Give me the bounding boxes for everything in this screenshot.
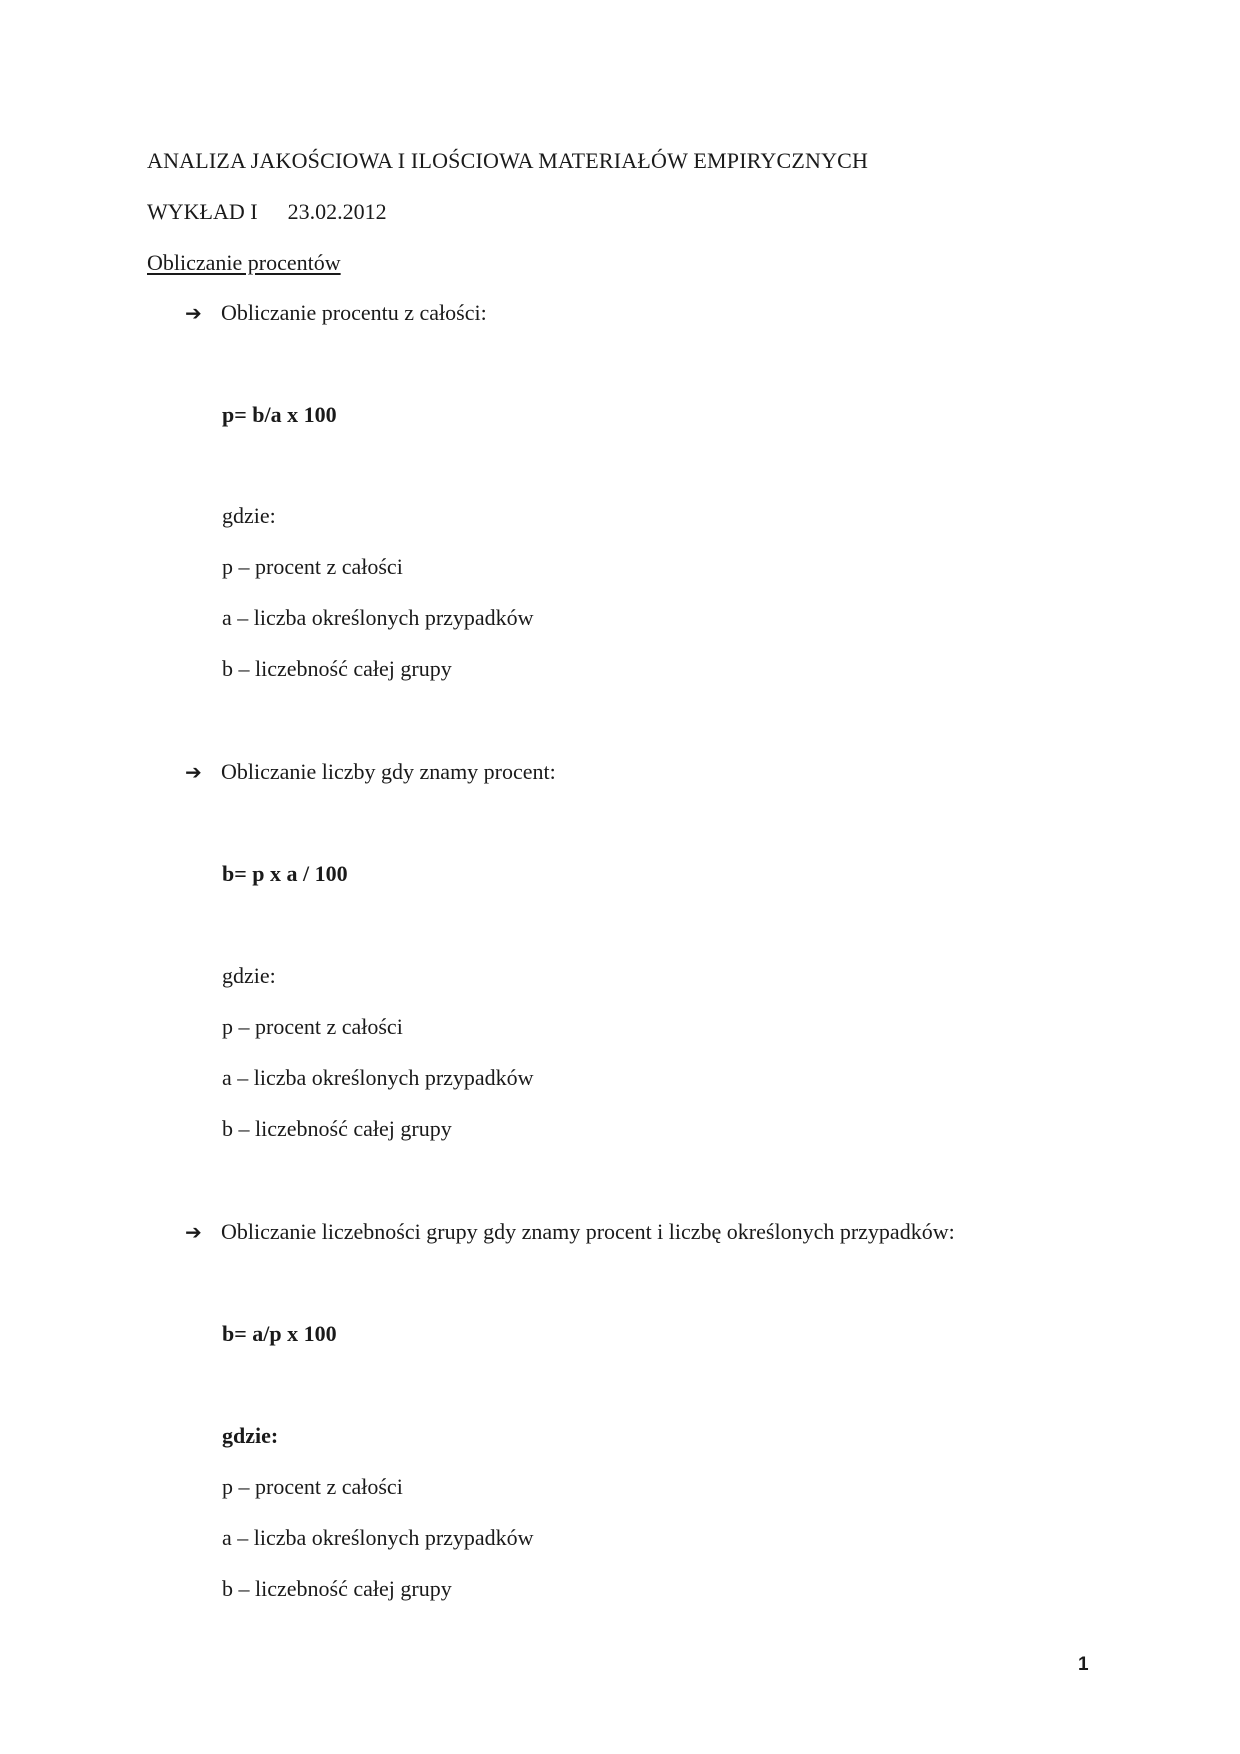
definition-item: a – liczba określonych przypadków bbox=[222, 1525, 534, 1550]
definition-item: p – procent z całości bbox=[222, 554, 403, 579]
bullet-item bbox=[185, 758, 556, 786]
arrow-right-icon: ➔ bbox=[185, 760, 202, 784]
where-label: gdzie: bbox=[222, 1423, 279, 1448]
definition-item: p – procent z całości bbox=[222, 1014, 403, 1039]
formula: b= a/p x 100 bbox=[222, 1321, 337, 1346]
definition-item: b – liczebność całej grupy bbox=[222, 1116, 452, 1141]
definition-item: b – liczebność całej grupy bbox=[222, 656, 452, 681]
document-title: ANALIZA JAKOŚCIOWA I ILOŚCIOWA MATERIAŁÓW EMPIRYCZNYCH bbox=[147, 148, 869, 173]
formula: p= b/a x 100 bbox=[222, 402, 337, 427]
definition-item: a – liczba określonych przypadków bbox=[222, 605, 534, 630]
definition-item: a – liczba określonych przypadków bbox=[222, 1065, 534, 1090]
bullet-item bbox=[185, 1218, 955, 1246]
bullet-text: Obliczanie liczebności grupy gdy znamy procent i liczbę określonych przypadków: bbox=[221, 1219, 955, 1244]
bullet-item bbox=[185, 299, 487, 327]
page-number: 1 bbox=[1078, 1654, 1089, 1675]
lecture-date: 23.02.2012 bbox=[287, 199, 387, 224]
where-label: gdzie: bbox=[222, 503, 276, 528]
bullet-text: Obliczanie procentu z całości: bbox=[221, 300, 487, 325]
lecture-line bbox=[147, 198, 387, 226]
bullet-text: Obliczanie liczby gdy znamy procent: bbox=[221, 759, 556, 784]
definition-item: b – liczebność całej grupy bbox=[222, 1576, 452, 1601]
definition-item: p – procent z całości bbox=[222, 1474, 403, 1499]
arrow-right-icon: ➔ bbox=[185, 301, 202, 325]
lecture-label: WYKŁAD I bbox=[147, 199, 258, 224]
section-heading: Obliczanie procentów bbox=[147, 250, 341, 275]
where-label: gdzie: bbox=[222, 963, 276, 988]
formula: b= p x a / 100 bbox=[222, 861, 348, 886]
arrow-right-icon: ➔ bbox=[185, 1220, 202, 1244]
